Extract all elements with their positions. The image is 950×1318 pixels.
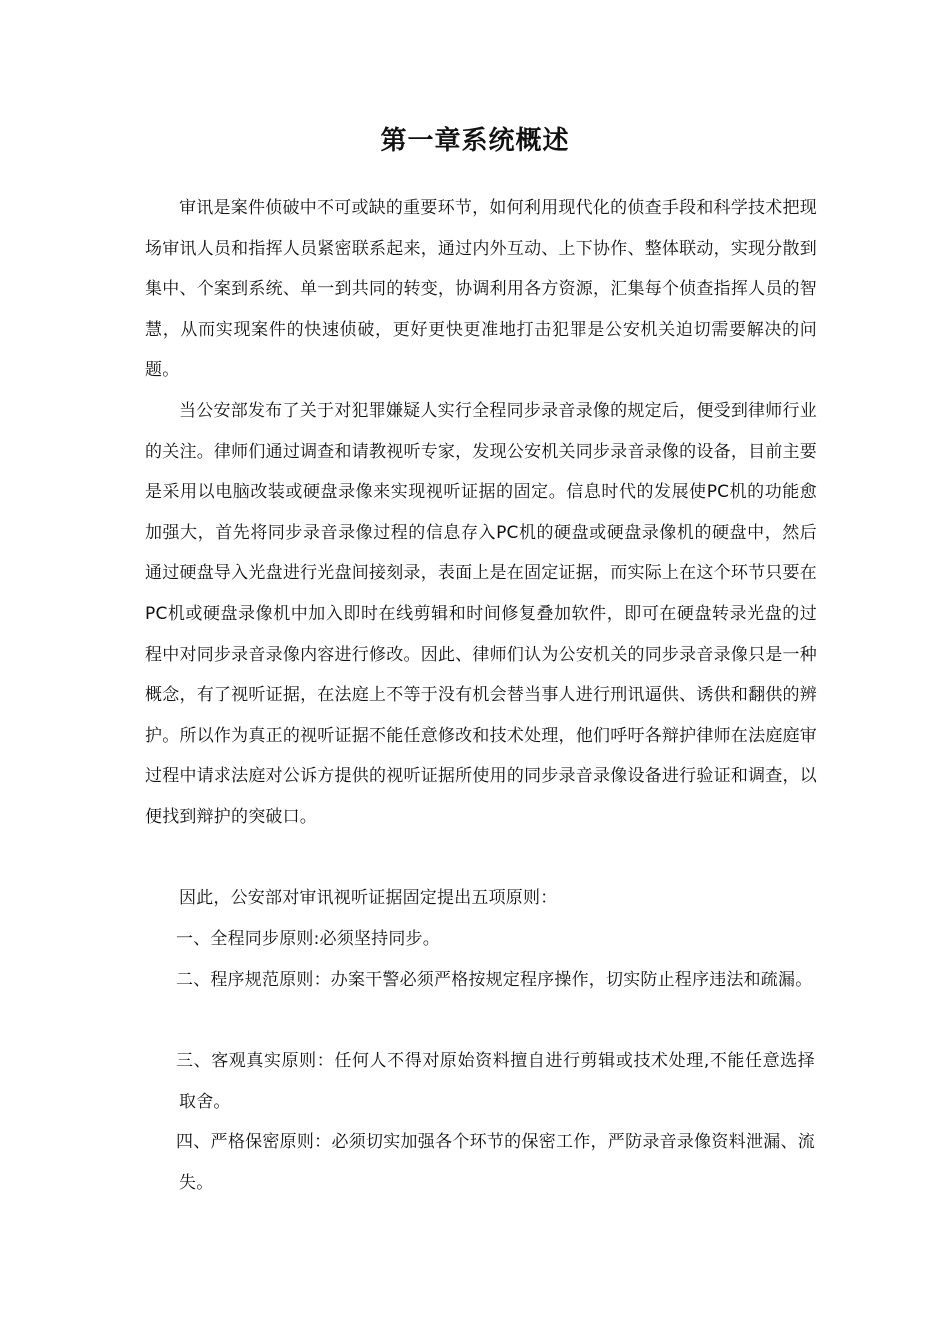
principle-item-3: 三、客观真实原则：任何人不得对原始资料擅自进行剪辑或技术处理,不能任意选择取舍。: [176, 1051, 815, 1112]
paragraph-lawyers: 当公安部发布了关于对犯罪嫌疑人实行全程同步录音录像的规定后，便受到律师行业的关注。律师们通过调查和请教视听专家，发现公安机关同步录音录像的设备，目前主要是采用以电脑改装或硬盘录像来实现视听证据的固定。信息时代的发展使PC机的功能愈加强大，首先将同步录音录像过程的信息存入PC机的硬盘或硬盘录像机的硬盘中，然后通过硬盘导入光盘进行光盘间接刻录，表面上是在固定证据，而实际上在这个环节只要在PC机或硬盘录像机中加入即时在线剪辑和时间修复叠加软件，即可在硬盘转录光盘的过程中对同步录音录像内容进行修改。因此、律师们认为公安机关的同步录音录像只是一种概念，有了视听证据，在法庭上不等于没有机会替当事人进行刑讯逼供、诱供和翻供的辨护。所以作为真正的视听证据不能任意修改和技术处理，他们呼吁各辩护律师在法庭庭审过程中请求法庭对公诉方提供的视听证据所使用的同步录音录像设备进行验证和调查，以便找到辩护的突破口。: [145, 401, 817, 827]
principle-item-4: 四、严格保密原则：必须切实加强各个环节的保密工作，严防录音录像资料泄漏、流失。: [176, 1132, 815, 1193]
paragraph-intro: 审讯是案件侦破中不可或缺的重要环节，如何利用现代化的侦查手段和科学技术把现场审讯人员和指挥人员紧密联系起来，通过内外互动、上下协作、整体联动，实现分散到集中、个案到系统、单一到共同的转变，协调利用各方资源，汇集每个侦查指挥人员的智慧，从而实现案件的快速侦破，更好更快更准地打击犯罪是公安机关迫切需要解决的问题。: [145, 198, 817, 381]
paragraph-principles-intro: 因此，公安部对审讯视听证据固定提出五项原则：: [179, 888, 558, 908]
chapter-title: 第一章系统概述: [380, 126, 570, 157]
principle-item-2: 二、程序规范原则：办案干警必须严格按规定程序操作，切实防止程序违法和疏漏。: [176, 970, 813, 990]
principle-item-1: 一、全程同步原则:必须坚持同步。: [176, 929, 440, 949]
